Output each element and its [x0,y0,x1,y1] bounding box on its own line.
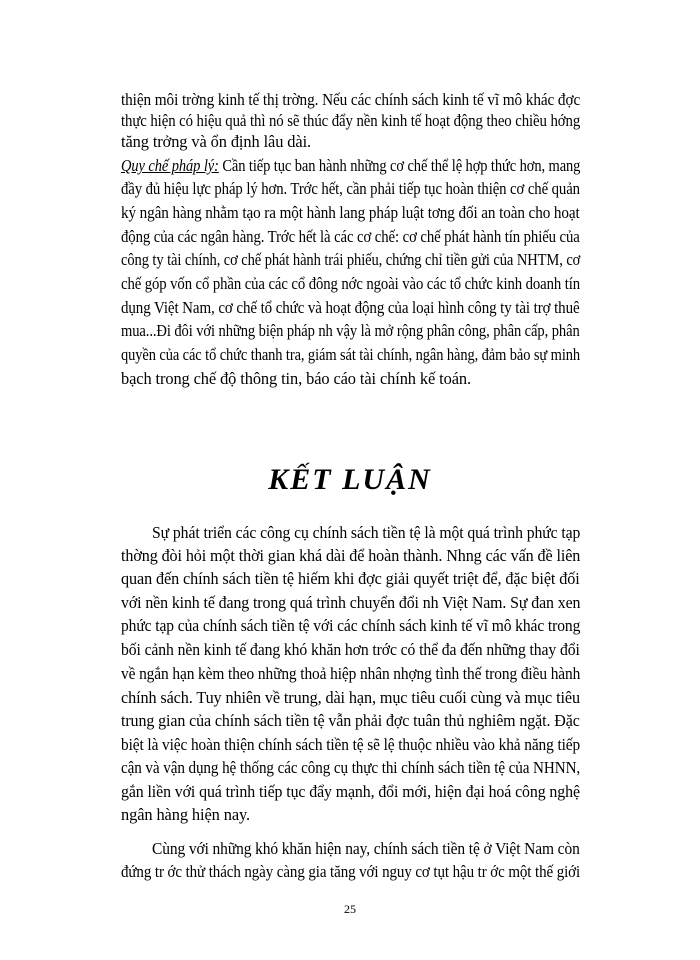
text-line: ký ngân hàng nhằm tạo ra một hành lang pháp luật tơng đối an toàn cho hoạt [121,203,580,222]
text-line [121,156,580,176]
text-line: dụng Việt Nam, cơ chế tổ chức và hoạt động của loại hình công ty tài trợ thuê [121,298,580,317]
section-heading: KẾT LUẬN [268,463,432,496]
text-line: đứng tr ớc thử thách ngày càng gia tăng với nguy cơ tụt hậu tr ớc một thế giới [121,862,581,881]
page-number: 25 [344,902,356,916]
section-label: Quy chế pháp lý: [121,156,219,175]
text-line: quyền của các tổ chức thanh tra, giám sát tài chính, ngân hàng, đảm bảo sự minh [121,345,581,364]
text-line: biệt là việc hoàn thiện chính sách tiền tệ sẽ lệ thuộc nhiều vào khả năng tiếp [121,735,581,754]
text-line: thờng đòi hỏi một thời gian khá dài để hoàn thành. Nhng các vấn đề liên [121,546,581,565]
text-line: với nền kinh tế đang trong quá trình chuyển đổi nh Việt Nam. Sự đan xen [121,593,581,612]
text-line: phức tạp của chính sách tiền tệ với các chính sách kinh tế vĩ mô khác trong [121,616,581,635]
text-line: quan đến chính sách tiền tệ hiếm khi đợc giải quyết triệt để, đặc biệt đối [121,569,580,588]
text-line: bối cảnh nền kinh tế đang khó khăn hơn trớc có thể đa đến những thay đổi [121,640,580,659]
text-line: chính sách. Tuy nhiên về trung, dài hạn, mục tiêu cuối cùng và mục tiêu [121,688,580,707]
text-line: trung gian của chính sách tiền tệ vẫn phải đợc tuân thủ nghiêm ngặt. Đặc [121,711,580,730]
text-line: thực hiện có hiệu quả thì nó sẽ thúc đẩy nền kinh tế hoạt động theo chiều hớng [121,111,581,130]
text-span: Cần tiếp tục ban hành những cơ chế thể lệ hợp thức hơn, mang [218,156,581,175]
text-line: đầy đủ hiệu lực pháp lý hơn. Trớc hết, cần phải tiếp tục hoàn thiện cơ chế quản [121,179,580,198]
text-line: Cùng với những khó khăn hiện nay, chính sách tiền tệ ở Việt Nam còn [152,839,580,858]
text-line: gắn liền với quá trình tiếp tục đẩy mạnh, đổi mới, hiện đại hoá công nghệ [121,782,580,801]
text-line: động của các ngân hàng. Trớc hết là các cơ chế: cơ chế phát hành tín phiếu của [121,227,580,246]
text-line: tăng trởng và ổn định lâu dài. [121,132,312,151]
text-line: ngân hàng hiện nay. [121,805,251,824]
text-line: thiện môi trờng kinh tế thị trờng. Nếu các chính sách kinh tế vĩ mô khác đợc [121,90,581,109]
text-line: chế góp vốn cổ phần của các cổ đông nớc ngoài vào các tổ chức kinh doanh tín [121,274,581,293]
text-line: về ngắn hạn kèm theo những thoả hiệp nhân nhợng tình thế trong điều hành [121,664,581,683]
text-line: cận và vận dụng hệ thống các công cụ thực thi chính sách tiền tệ của NHNN, [121,758,581,777]
text-line: công ty tài chính, cơ chế phát hành trái phiếu, chứng chỉ tiền gửi của NHTM, cơ [121,250,581,269]
text-line: mua...Đi đôi với những biện pháp nh vậy là mở rộng phân công, phân cấp, phân [121,321,580,340]
text-line: bạch trong chế độ thông tin, báo cáo tài chính kế toán. [121,369,471,388]
text-line: Sự phát triển các công cụ chính sách tiền tệ là một quá trình phức tạp [152,523,581,542]
